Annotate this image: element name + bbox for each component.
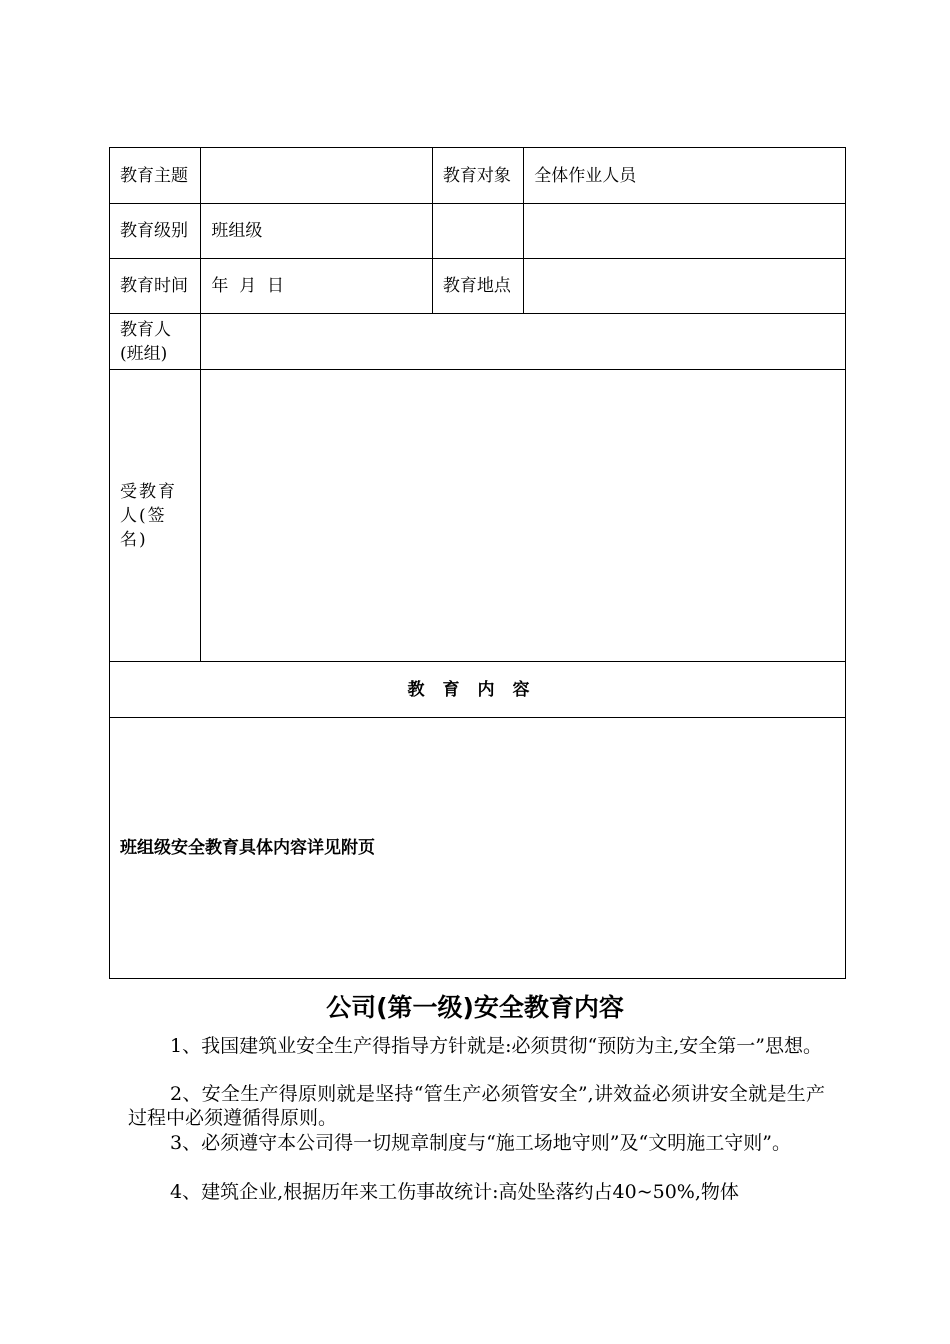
education-record-form bbox=[109, 147, 846, 979]
place-label: 教育地点 bbox=[432, 259, 523, 314]
educator-field[interactable] bbox=[201, 314, 846, 370]
content-header: 教育内容 bbox=[110, 662, 846, 718]
level-label: 教育级别 bbox=[110, 204, 201, 259]
time-field[interactable]: 年 月 日 bbox=[201, 259, 432, 314]
topic-label: 教育主题 bbox=[110, 148, 201, 204]
empty-cell bbox=[524, 204, 846, 259]
row-content-body bbox=[110, 718, 846, 979]
place-field[interactable] bbox=[524, 259, 846, 314]
content-body: 班组级安全教育具体内容详见附页 bbox=[110, 718, 846, 979]
trainee-label: 受教育人(签名) bbox=[110, 370, 201, 662]
empty-cell bbox=[432, 204, 523, 259]
paragraph-2: 2、安全生产得原则就是坚持“管生产必须管安全”,讲效益必须讲安全就是生产过程中必须遵循得原则。 bbox=[128, 1083, 825, 1129]
row-level bbox=[110, 204, 846, 259]
time-label: 教育时间 bbox=[110, 259, 201, 314]
row-content-header bbox=[110, 662, 846, 718]
target-field[interactable]: 全体作业人员 bbox=[524, 148, 846, 204]
paragraph-3: 3、必须遵守本公司得一切规章制度与“施工场地守则”及“文明施工守则”。 bbox=[170, 1132, 791, 1154]
paragraph-1: 1、我国建筑业安全生产得指导方针就是:必须贯彻“预防为主,安全第一”思想。 bbox=[170, 1035, 822, 1057]
row-trainees bbox=[110, 370, 846, 662]
target-label: 教育对象 bbox=[432, 148, 523, 204]
educator-label: 教育人(班组) bbox=[110, 314, 201, 370]
level-field[interactable]: 班组级 bbox=[201, 204, 432, 259]
row-educator bbox=[110, 314, 846, 370]
document-title: 公司(第一级)安全教育内容 bbox=[326, 993, 624, 1022]
row-topic bbox=[110, 148, 846, 204]
trainee-signature-area[interactable] bbox=[201, 370, 846, 662]
row-time bbox=[110, 259, 846, 314]
paragraph-4: 4、建筑企业,根据历年来工伤事故统计:高处坠落约占40~50%,物体 bbox=[170, 1181, 739, 1203]
topic-field[interactable] bbox=[201, 148, 432, 204]
